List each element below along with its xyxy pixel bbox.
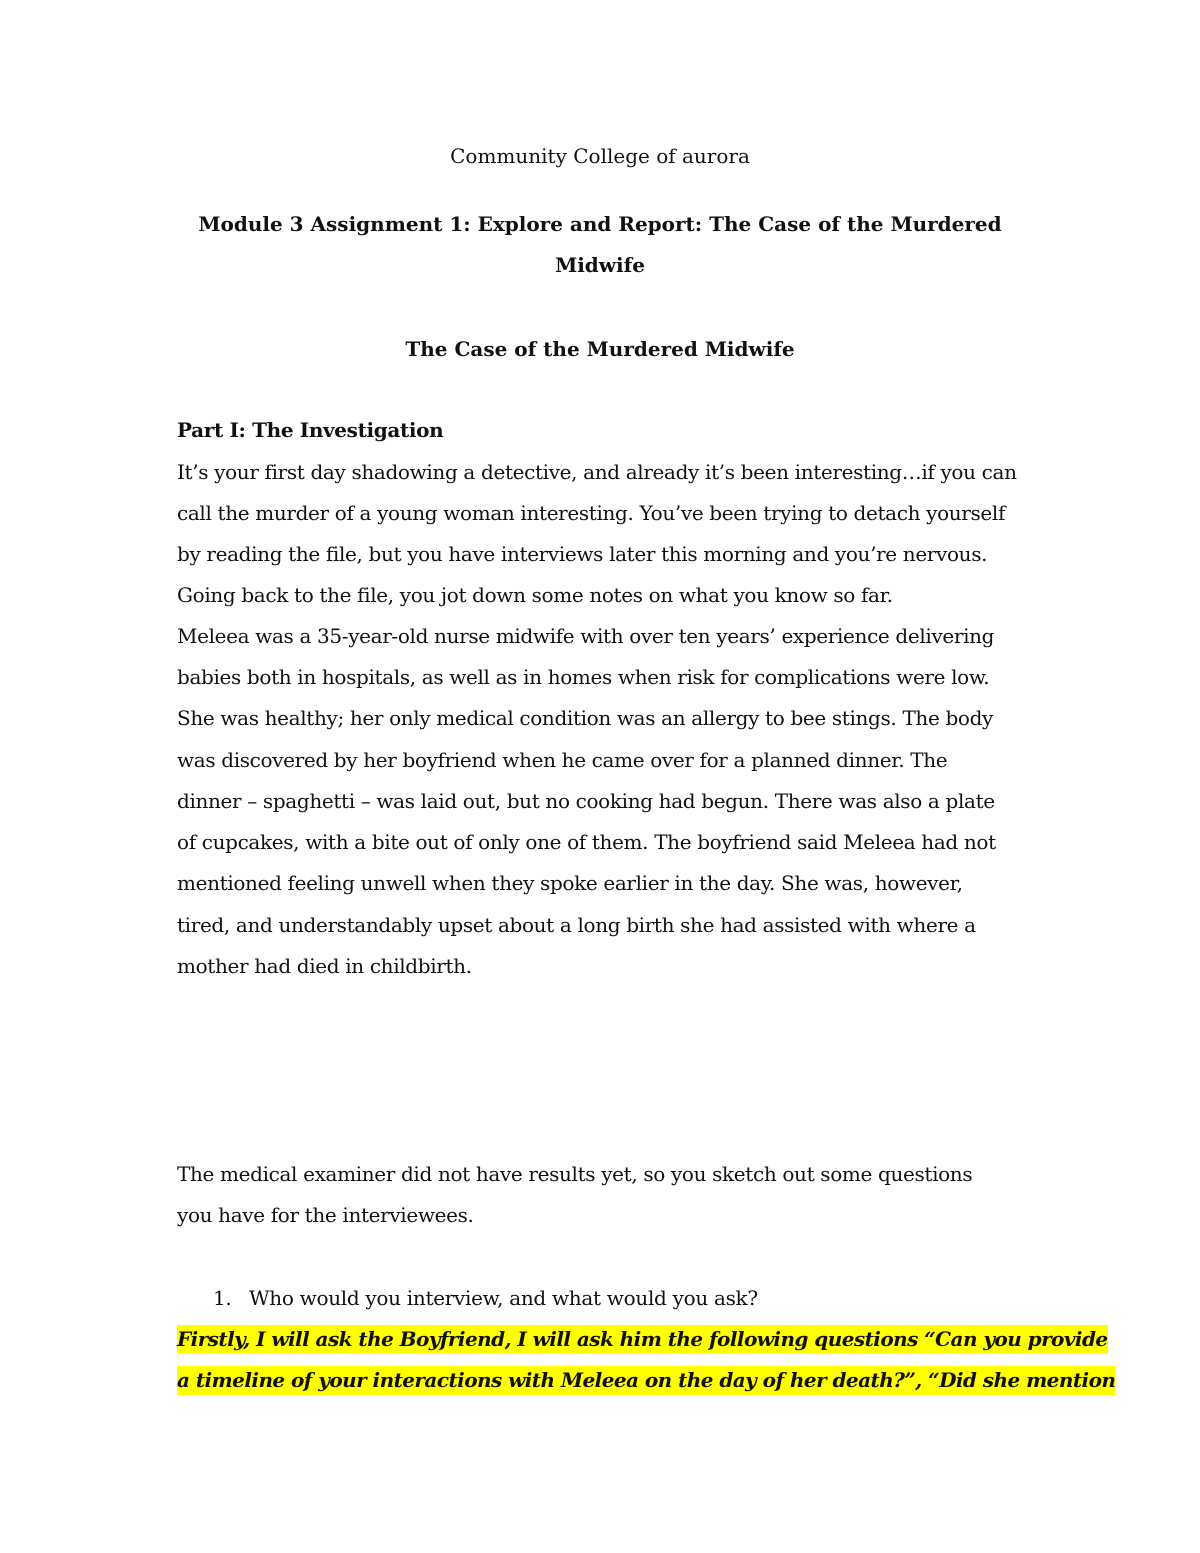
assignment-title-line-2: Midwife [555,253,645,277]
paragraph-line: Going back to the file, you jot down some notes on what you know so far. [177,583,893,607]
paragraph-line: Meleea was a 35-year-old nurse midwife with over ten years’ experience delivering [177,624,995,648]
paragraph-line: She was healthy; her only medical condition was an allergy to bee stings. The body [177,706,993,730]
question-list-item [213,1286,758,1310]
paragraph-line: mother had died in childbirth. [177,954,472,978]
paragraph-line: of cupcakes, with a bite out of only one of them. The boyfriend said Meleea had not [177,830,996,854]
case-title: The Case of the Murdered Midwife [405,337,795,361]
paragraph-line: by reading the file, but you have interviews later this morning and you’re nervous. [177,542,988,566]
paragraph-line: call the murder of a young woman interesting. You’ve been trying to detach yourself [177,501,1006,525]
paragraph-line: you have for the interviewees. [177,1203,474,1227]
list-number: 1. [213,1286,232,1310]
paragraph-line: tired, and understandably upset about a long birth she had assisted with where a [177,913,976,937]
part-heading: Part I: The Investigation [177,418,444,442]
question-text: Who would you interview, and what would you ask? [249,1286,758,1310]
paragraph-line: was discovered by her boyfriend when he came over for a planned dinner. The [177,748,948,772]
paragraph-line: dinner – spaghetti – was laid out, but no cooking had begun. There was also a plate [177,789,995,813]
paragraph-line: babies both in hospitals, as well as in homes when risk for complications were low. [177,665,990,689]
paragraph-line: mentioned feeling unwell when they spoke earlier in the day. She was, however, [177,871,963,895]
paragraph-line: The medical examiner did not have results yet, so you sketch out some questions [177,1162,973,1186]
assignment-title-line-1: Module 3 Assignment 1: Explore and Report: The Case of the Murdered [198,212,1002,236]
paragraph-line: It’s your first day shadowing a detective, and already it’s been interesting…if you can [177,460,1017,484]
answer-line: a timeline of your interactions with Meleea on the day of her death?”, “Did she mention [177,1366,1115,1395]
answer-line: Firstly, I will ask the Boyfriend, I will ask him the following questions “Can you provide [177,1325,1108,1354]
institution-name: Community College of aurora [450,144,750,168]
